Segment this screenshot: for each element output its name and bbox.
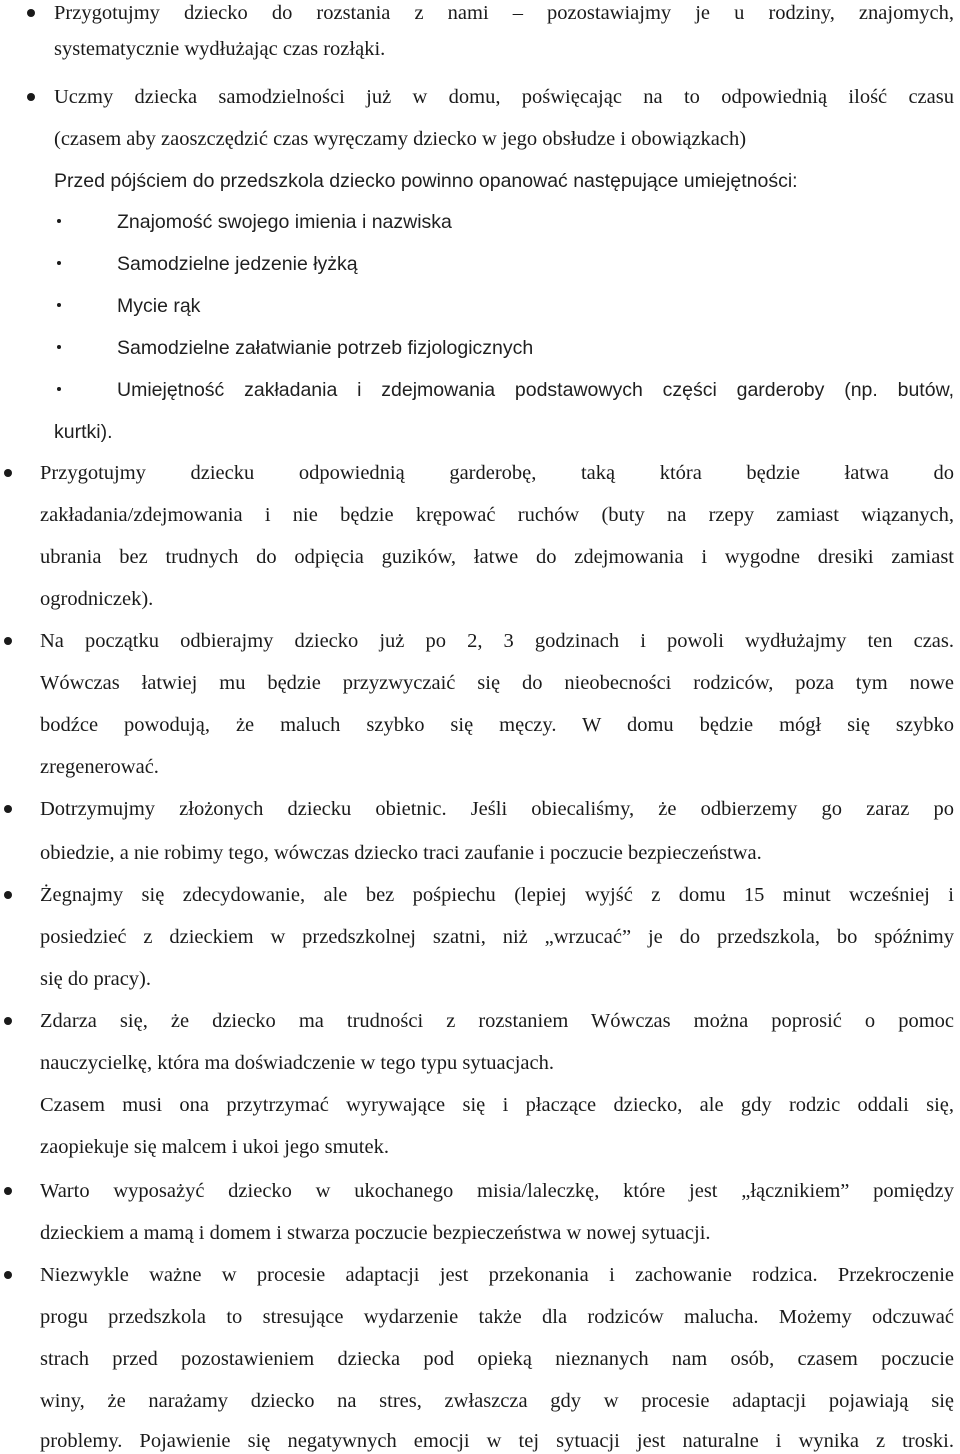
text-line: ubrania bez trudnych do odpięcia guzików, łatwe do zdejmowania i wygodne dresiki zamiast: [40, 546, 954, 568]
text-line: strach przed pozostawieniem dziecka pod opieką nieznanych nam osób, czasem poczucie: [40, 1348, 954, 1370]
text-line: progu przedszkola to stresujące wydarzenie także dla rodziców malucha. Możemy odczuwać: [40, 1306, 954, 1328]
text-line: nauczycielkę, która ma doświadczenie w tego typu sytuacjach.: [40, 1052, 555, 1074]
text-line: Warto wyposażyć dziecko w ukochanego misia/laleczkę, które jest „łącznikiem” pomiędzy: [40, 1180, 954, 1202]
bullet-dot: [4, 1017, 12, 1025]
skill-item: Samodzielne załatwianie potrzeb fizjologicznych: [117, 337, 534, 359]
text-line: bodźce powodują, że maluch szybko się męczy. W domu będzie mógł się szybko: [40, 714, 954, 736]
bullet-dot: [57, 219, 61, 223]
bullet-dot: [27, 9, 35, 17]
text-line: zakładania/zdejmowania i nie będzie krępować ruchów (buty na rzepy zamiast wiązanych,: [40, 504, 954, 526]
text-line: się do pracy).: [40, 968, 151, 990]
text-line: ogrodniczek).: [40, 588, 154, 610]
bullet-dot: [4, 891, 12, 899]
text-line: systematycznie wydłużając czas rozłąki.: [54, 38, 386, 60]
text-line: (czasem aby zaoszczędzić czas wyręczamy dziecko w jego obsłudze i obowiązkach): [54, 128, 747, 150]
skill-item: Znajomość swojego imienia i nazwiska: [117, 211, 452, 233]
bullet-dot: [57, 261, 61, 265]
skill-item-continuation: kurtki).: [54, 421, 113, 443]
text-line: problemy. Pojawienie się negatywnych emocji w tej sytuacji jest naturalne i wynika z troski.: [40, 1430, 954, 1452]
text-line: Niezwykle ważne w procesie adaptacji jest przekonania i zachowanie rodzica. Przekroczenie: [40, 1264, 954, 1286]
text-line: Uczmy dziecka samodzielności już w domu, poświęcając na to odpowiednią ilość czasu: [54, 86, 954, 108]
text-line: Zdarza się, że dziecko ma trudności z rozstaniem Wówczas można poprosić o pomoc: [40, 1010, 954, 1032]
bullet-dot: [57, 345, 61, 349]
bullet-dot: [4, 1271, 12, 1279]
text-line: zregenerować.: [40, 756, 159, 778]
text-line: zaopiekuje się malcem i ukoi jego smutek.: [40, 1136, 389, 1158]
bullet-dot: [4, 805, 12, 813]
text-line: Przygotujmy dziecku odpowiednią garderobę, taką która będzie łatwa do: [40, 462, 954, 484]
bullet-dot: [27, 93, 35, 101]
skills-intro: Przed pójściem do przedszkola dziecko powinno opanować następujące umiejętności:: [54, 170, 798, 192]
bullet-dot: [57, 303, 61, 307]
skill-item: Samodzielne jedzenie łyżką: [117, 253, 358, 275]
bullet-dot: [4, 1187, 12, 1195]
skill-item: Mycie rąk: [117, 295, 201, 317]
skill-item: Umiejętność zakładania i zdejmowania podstawowych części garderoby (np. butów,: [117, 379, 954, 401]
bullet-dot: [4, 637, 12, 645]
text-line: Żegnajmy się zdecydowanie, ale bez pośpiechu (lepiej wyjść z domu 15 minut wcześniej i: [40, 884, 954, 906]
text-line: dzieckiem a mamą i domem i stwarza poczucie bezpieczeństwa w nowej sytuacji.: [40, 1222, 711, 1244]
text-line: Przygotujmy dziecko do rozstania z nami – pozostawiajmy je u rodziny, znajomych,: [54, 2, 954, 24]
text-line: Dotrzymujmy złożonych dziecku obietnic. Jeśli obiecaliśmy, że odbierzemy go zaraz po: [40, 798, 954, 820]
text-line: Na początku odbierajmy dziecko już po 2, 3 godzinach i powoli wydłużajmy ten czas.: [40, 630, 954, 652]
bullet-dot: [4, 469, 12, 477]
text-line: obiedzie, a nie robimy tego, wówczas dziecko traci zaufanie i poczucie bezpieczeństwa.: [40, 842, 762, 864]
text-line: Wówczas łatwiej mu będzie przyzwyczaić się do nieobecności rodziców, poza tym nowe: [40, 672, 954, 694]
text-line: posiedzieć z dzieckiem w przedszkolnej szatni, niż „wrzucać” je do przedszkola, bo spóźnimy: [40, 926, 954, 948]
text-line: Czasem musi ona przytrzymać wyrywające się i płaczące dziecko, ale gdy rodzic oddali się,: [40, 1094, 954, 1116]
bullet-dot: [57, 387, 61, 391]
text-line: winy, że narażamy dziecko na stres, zwłaszcza gdy w procesie adaptacji pojawiają się: [40, 1390, 954, 1412]
